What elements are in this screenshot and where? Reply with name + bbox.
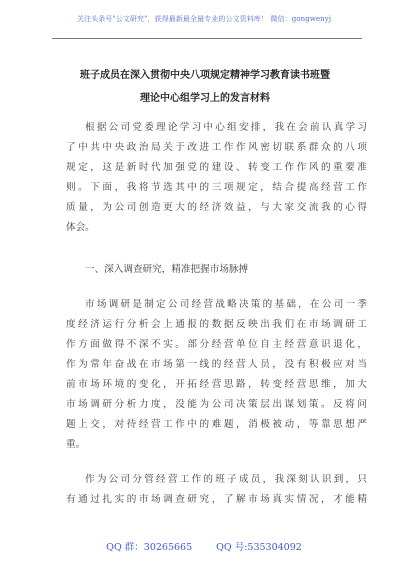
- paragraph-line: 度经济运行分析会上通报的数据反映出我们在市场调研工: [66, 319, 367, 330]
- paragraph-line: 根据公司党委理论学习中心组安排，我在会前认真学习: [85, 122, 367, 133]
- footer-qq-number: QQ 号:535304092: [216, 542, 302, 553]
- paragraph-line: 重。: [66, 439, 86, 450]
- header-banner: 关注头条号"公文研究"，获得最新最全最专业的公文资料库！ 微信：gongwenyj: [76, 15, 332, 23]
- paragraph-line: 规定，这是新时代加强党的建设、转变工作作风的重要准: [66, 162, 367, 173]
- paragraph-line: 了中共中央政治局关于改进工作作风密切联系群众的八项: [66, 142, 367, 153]
- paragraph-line: 前市场环境的变化，开拓经营思路，转变经营思维，加大: [66, 379, 367, 390]
- footer-qq-group: QQ 群：30265665: [106, 542, 193, 553]
- paragraph-line: 市场调研是制定公司经营战略决策的基础，在公司一季: [85, 299, 367, 310]
- section-heading-text: 一、深入调查研究，精准把握市场脉搏: [85, 264, 249, 275]
- paragraph-line: 作为常年奋战在市场第一线的经营人员，没有积极应对当: [66, 359, 367, 370]
- section-heading-1: [85, 260, 367, 280]
- footer-contact: [0, 539, 408, 553]
- document-title-line-2: 理论中心组学习上的发言材料: [140, 93, 270, 104]
- header-divider: [52, 38, 362, 39]
- paragraph-line: 作方面做得不深不实。部分经营单位自主经营意识退化，: [66, 339, 367, 350]
- paragraph-line: 体会。: [66, 222, 95, 233]
- paragraph-line: 则。下面，我将节选其中的三项规定，结合提高经营工作: [66, 182, 367, 193]
- paragraph-intro: [66, 118, 367, 238]
- paragraph-line: 质量，为公司创造更大的经济效益，与大家交流我的心得: [66, 202, 367, 213]
- paragraph-line: 市场调研分析力度，没能为公司决策层出谋划策。反将问: [66, 399, 367, 410]
- paragraph-market-research: [66, 295, 367, 455]
- paragraph-reflection: [66, 470, 367, 510]
- paragraph-line: 作为公司分管经营工作的班子成员，我深刻认识到，只: [85, 474, 367, 485]
- paragraph-line: 有通过扎实的市场调查研究，了解市场真实情况，才能精: [66, 494, 367, 505]
- document-title-line-1: 班子成员在深入贯彻中央八项规定精神学习教育读书班暨: [80, 70, 330, 81]
- paragraph-line: 题上交，对待经营工作中的难题，消极被动，等靠思想严: [66, 419, 367, 430]
